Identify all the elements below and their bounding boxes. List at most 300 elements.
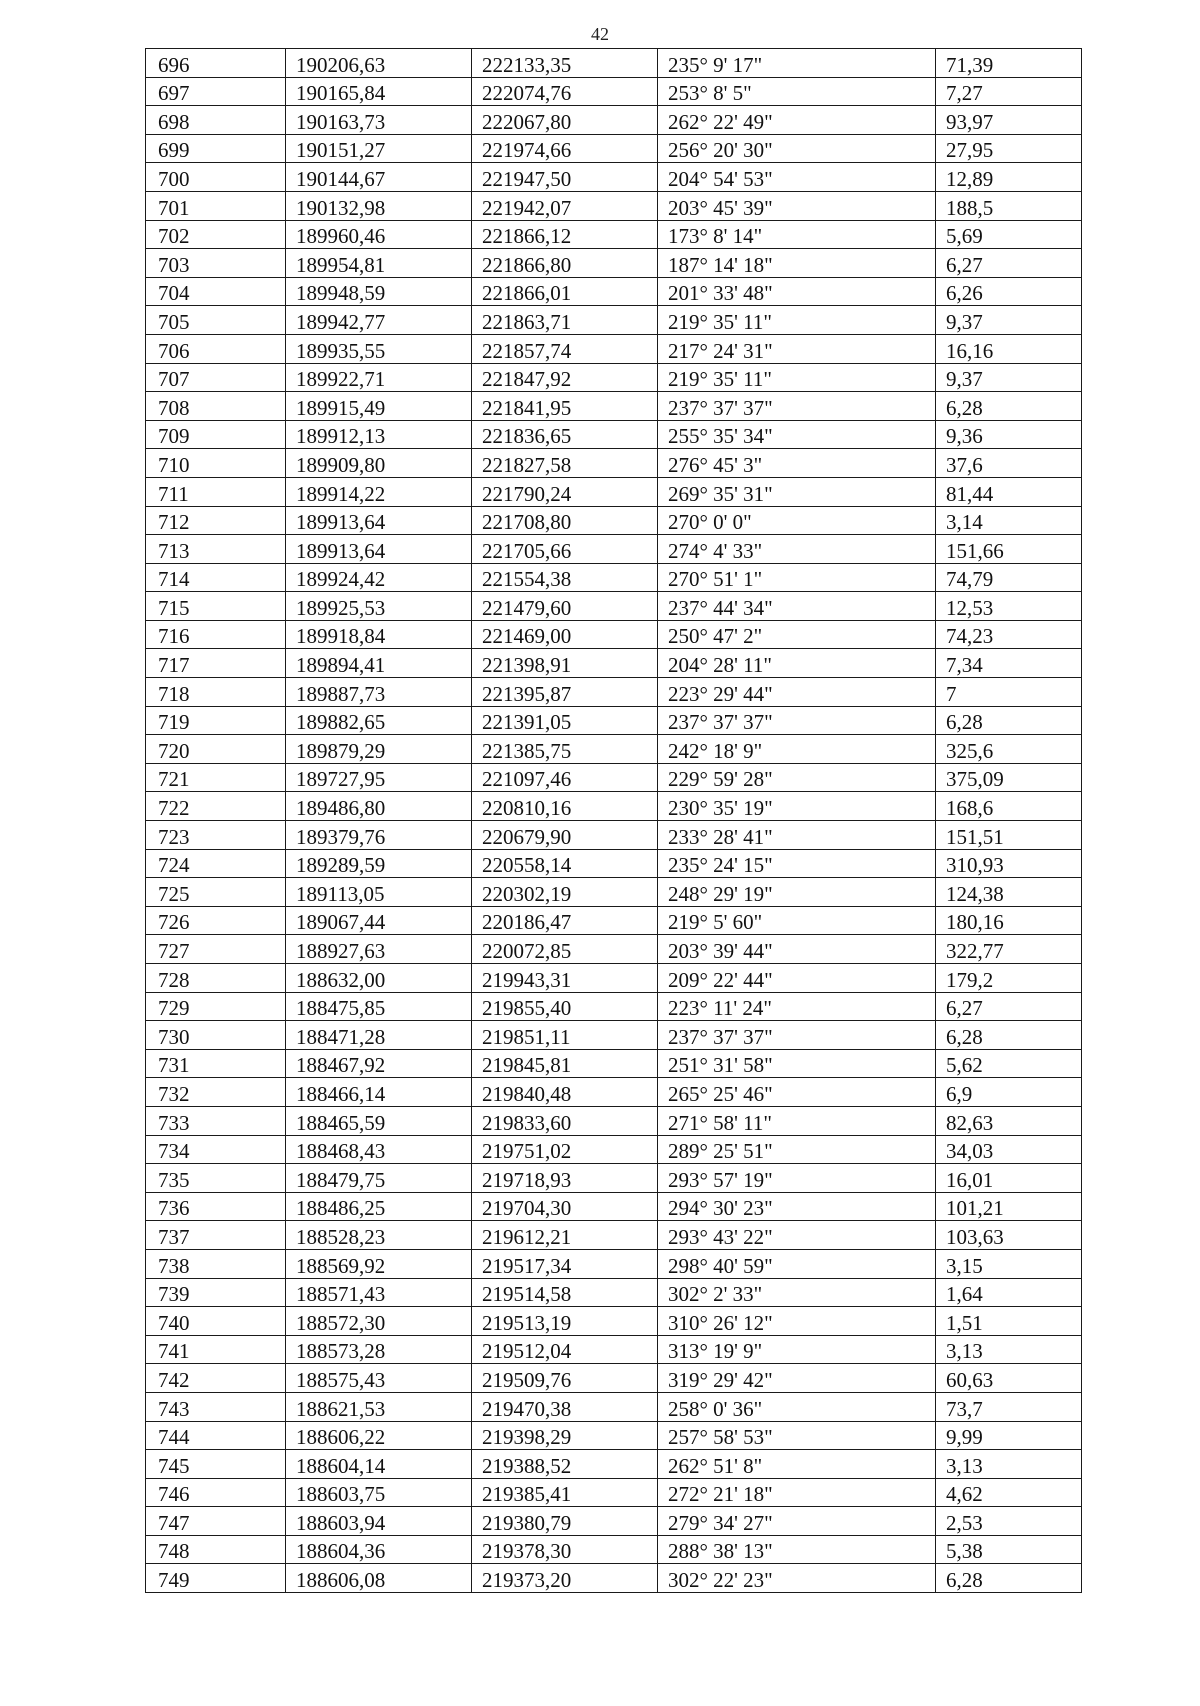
distance-cell: 151,66 xyxy=(936,535,1082,564)
point-number-cell: 734 xyxy=(146,1135,286,1164)
bearing-cell: 237° 44' 34" xyxy=(658,592,936,621)
bearing-cell: 270° 0' 0" xyxy=(658,506,936,535)
y-coordinate-cell: 219513,19 xyxy=(472,1307,658,1336)
x-coordinate-cell: 188603,75 xyxy=(286,1478,472,1507)
x-coordinate-cell: 188927,63 xyxy=(286,935,472,964)
point-number-cell: 706 xyxy=(146,334,286,363)
point-number-cell: 731 xyxy=(146,1049,286,1078)
point-number-cell: 701 xyxy=(146,191,286,220)
point-number-cell: 732 xyxy=(146,1078,286,1107)
point-number-cell: 714 xyxy=(146,563,286,592)
y-coordinate-cell: 220558,14 xyxy=(472,849,658,878)
y-coordinate-cell: 221554,38 xyxy=(472,563,658,592)
distance-cell: 3,13 xyxy=(936,1335,1082,1364)
table-row xyxy=(146,191,1082,220)
bearing-cell: 230° 35' 19" xyxy=(658,792,936,821)
bearing-cell: 270° 51' 1" xyxy=(658,563,936,592)
x-coordinate-cell: 189935,55 xyxy=(286,334,472,363)
bearing-cell: 272° 21' 18" xyxy=(658,1478,936,1507)
y-coordinate-cell: 220679,90 xyxy=(472,821,658,850)
table-row xyxy=(146,306,1082,335)
distance-cell: 179,2 xyxy=(936,964,1082,993)
table-row xyxy=(146,1564,1082,1593)
table-row xyxy=(146,1478,1082,1507)
x-coordinate-cell: 188486,25 xyxy=(286,1192,472,1221)
x-coordinate-cell: 189925,53 xyxy=(286,592,472,621)
point-number-cell: 723 xyxy=(146,821,286,850)
table-row xyxy=(146,1421,1082,1450)
y-coordinate-cell: 219470,38 xyxy=(472,1392,658,1421)
distance-cell: 6,27 xyxy=(936,992,1082,1021)
table-row xyxy=(146,1164,1082,1193)
bearing-cell: 204° 54' 53" xyxy=(658,163,936,192)
point-number-cell: 719 xyxy=(146,706,286,735)
y-coordinate-cell: 221841,95 xyxy=(472,392,658,421)
table-row xyxy=(146,849,1082,878)
point-number-cell: 726 xyxy=(146,906,286,935)
x-coordinate-cell: 188471,28 xyxy=(286,1021,472,1050)
y-coordinate-cell: 219718,93 xyxy=(472,1164,658,1193)
point-number-cell: 700 xyxy=(146,163,286,192)
point-number-cell: 703 xyxy=(146,249,286,278)
bearing-cell: 257° 58' 53" xyxy=(658,1421,936,1450)
y-coordinate-cell: 221705,66 xyxy=(472,535,658,564)
x-coordinate-cell: 189915,49 xyxy=(286,392,472,421)
distance-cell: 3,14 xyxy=(936,506,1082,535)
table-row xyxy=(146,220,1082,249)
x-coordinate-cell: 189486,80 xyxy=(286,792,472,821)
distance-cell: 12,53 xyxy=(936,592,1082,621)
y-coordinate-cell: 222074,76 xyxy=(472,77,658,106)
x-coordinate-cell: 188528,23 xyxy=(286,1221,472,1250)
y-coordinate-cell: 219840,48 xyxy=(472,1078,658,1107)
x-coordinate-cell: 190151,27 xyxy=(286,134,472,163)
table-row xyxy=(146,878,1082,907)
table-row xyxy=(146,1249,1082,1278)
bearing-cell: 276° 45' 3" xyxy=(658,449,936,478)
table-row xyxy=(146,706,1082,735)
point-number-cell: 704 xyxy=(146,277,286,306)
table-row xyxy=(146,1106,1082,1135)
x-coordinate-cell: 189913,64 xyxy=(286,506,472,535)
distance-cell: 73,7 xyxy=(936,1392,1082,1421)
coordinates-table-body xyxy=(146,49,1082,1593)
x-coordinate-cell: 189960,46 xyxy=(286,220,472,249)
point-number-cell: 743 xyxy=(146,1392,286,1421)
point-number-cell: 696 xyxy=(146,49,286,78)
table-row xyxy=(146,449,1082,478)
distance-cell: 37,6 xyxy=(936,449,1082,478)
distance-cell: 3,15 xyxy=(936,1249,1082,1278)
distance-cell: 101,21 xyxy=(936,1192,1082,1221)
bearing-cell: 223° 29' 44" xyxy=(658,678,936,707)
y-coordinate-cell: 219512,04 xyxy=(472,1335,658,1364)
bearing-cell: 248° 29' 19" xyxy=(658,878,936,907)
table-row xyxy=(146,334,1082,363)
table-row xyxy=(146,134,1082,163)
table-row xyxy=(146,592,1082,621)
table-row xyxy=(146,1192,1082,1221)
y-coordinate-cell: 221469,00 xyxy=(472,620,658,649)
table-row xyxy=(146,1049,1082,1078)
y-coordinate-cell: 221395,87 xyxy=(472,678,658,707)
distance-cell: 60,63 xyxy=(936,1364,1082,1393)
bearing-cell: 269° 35' 31" xyxy=(658,477,936,506)
bearing-cell: 279° 34' 27" xyxy=(658,1507,936,1536)
point-number-cell: 698 xyxy=(146,106,286,135)
y-coordinate-cell: 222067,80 xyxy=(472,106,658,135)
x-coordinate-cell: 190163,73 xyxy=(286,106,472,135)
bearing-cell: 302° 2' 33" xyxy=(658,1278,936,1307)
distance-cell: 34,03 xyxy=(936,1135,1082,1164)
y-coordinate-cell: 219833,60 xyxy=(472,1106,658,1135)
table-row xyxy=(146,992,1082,1021)
distance-cell: 7 xyxy=(936,678,1082,707)
bearing-cell: 262° 22' 49" xyxy=(658,106,936,135)
distance-cell: 6,27 xyxy=(936,249,1082,278)
y-coordinate-cell: 219380,79 xyxy=(472,1507,658,1536)
table-row xyxy=(146,49,1082,78)
y-coordinate-cell: 219378,30 xyxy=(472,1535,658,1564)
point-number-cell: 728 xyxy=(146,964,286,993)
distance-cell: 124,38 xyxy=(936,878,1082,907)
x-coordinate-cell: 188606,08 xyxy=(286,1564,472,1593)
bearing-cell: 187° 14' 18" xyxy=(658,249,936,278)
point-number-cell: 697 xyxy=(146,77,286,106)
point-number-cell: 721 xyxy=(146,763,286,792)
x-coordinate-cell: 189914,22 xyxy=(286,477,472,506)
x-coordinate-cell: 189887,73 xyxy=(286,678,472,707)
bearing-cell: 219° 35' 11" xyxy=(658,306,936,335)
table-row xyxy=(146,763,1082,792)
x-coordinate-cell: 188467,92 xyxy=(286,1049,472,1078)
x-coordinate-cell: 188604,36 xyxy=(286,1535,472,1564)
bearing-cell: 173° 8' 14" xyxy=(658,220,936,249)
table-row xyxy=(146,1364,1082,1393)
y-coordinate-cell: 221708,80 xyxy=(472,506,658,535)
x-coordinate-cell: 188465,59 xyxy=(286,1106,472,1135)
distance-cell: 6,26 xyxy=(936,277,1082,306)
x-coordinate-cell: 189913,64 xyxy=(286,535,472,564)
table-row xyxy=(146,1221,1082,1250)
bearing-cell: 219° 35' 11" xyxy=(658,363,936,392)
x-coordinate-cell: 189948,59 xyxy=(286,277,472,306)
y-coordinate-cell: 219509,76 xyxy=(472,1364,658,1393)
distance-cell: 27,95 xyxy=(936,134,1082,163)
x-coordinate-cell: 189727,95 xyxy=(286,763,472,792)
x-coordinate-cell: 190165,84 xyxy=(286,77,472,106)
x-coordinate-cell: 189922,71 xyxy=(286,363,472,392)
distance-cell: 4,62 xyxy=(936,1478,1082,1507)
point-number-cell: 739 xyxy=(146,1278,286,1307)
point-number-cell: 749 xyxy=(146,1564,286,1593)
point-number-cell: 702 xyxy=(146,220,286,249)
y-coordinate-cell: 221479,60 xyxy=(472,592,658,621)
x-coordinate-cell: 188572,30 xyxy=(286,1307,472,1336)
bearing-cell: 288° 38' 13" xyxy=(658,1535,936,1564)
table-row xyxy=(146,563,1082,592)
distance-cell: 74,23 xyxy=(936,620,1082,649)
distance-cell: 74,79 xyxy=(936,563,1082,592)
point-number-cell: 724 xyxy=(146,849,286,878)
distance-cell: 6,28 xyxy=(936,706,1082,735)
y-coordinate-cell: 221866,12 xyxy=(472,220,658,249)
coordinates-table xyxy=(145,48,1082,1593)
y-coordinate-cell: 220810,16 xyxy=(472,792,658,821)
table-row xyxy=(146,77,1082,106)
bearing-cell: 293° 43' 22" xyxy=(658,1221,936,1250)
y-coordinate-cell: 221827,58 xyxy=(472,449,658,478)
x-coordinate-cell: 188573,28 xyxy=(286,1335,472,1364)
y-coordinate-cell: 219514,58 xyxy=(472,1278,658,1307)
point-number-cell: 713 xyxy=(146,535,286,564)
x-coordinate-cell: 188575,43 xyxy=(286,1364,472,1393)
distance-cell: 1,51 xyxy=(936,1307,1082,1336)
point-number-cell: 735 xyxy=(146,1164,286,1193)
table-row xyxy=(146,277,1082,306)
table-row xyxy=(146,620,1082,649)
table-row xyxy=(146,1450,1082,1479)
table-row xyxy=(146,506,1082,535)
distance-cell: 5,62 xyxy=(936,1049,1082,1078)
y-coordinate-cell: 221097,46 xyxy=(472,763,658,792)
bearing-cell: 251° 31' 58" xyxy=(658,1049,936,1078)
point-number-cell: 708 xyxy=(146,392,286,421)
y-coordinate-cell: 221398,91 xyxy=(472,649,658,678)
bearing-cell: 203° 45' 39" xyxy=(658,191,936,220)
x-coordinate-cell: 190144,67 xyxy=(286,163,472,192)
distance-cell: 322,77 xyxy=(936,935,1082,964)
y-coordinate-cell: 219517,34 xyxy=(472,1249,658,1278)
y-coordinate-cell: 220186,47 xyxy=(472,906,658,935)
point-number-cell: 699 xyxy=(146,134,286,163)
y-coordinate-cell: 219398,29 xyxy=(472,1421,658,1450)
point-number-cell: 709 xyxy=(146,420,286,449)
table-row xyxy=(146,735,1082,764)
table-row xyxy=(146,392,1082,421)
point-number-cell: 718 xyxy=(146,678,286,707)
distance-cell: 2,53 xyxy=(936,1507,1082,1536)
bearing-cell: 223° 11' 24" xyxy=(658,992,936,1021)
bearing-cell: 235° 9' 17" xyxy=(658,49,936,78)
bearing-cell: 237° 37' 37" xyxy=(658,392,936,421)
distance-cell: 9,37 xyxy=(936,306,1082,335)
bearing-cell: 209° 22' 44" xyxy=(658,964,936,993)
bearing-cell: 255° 35' 34" xyxy=(658,420,936,449)
y-coordinate-cell: 221385,75 xyxy=(472,735,658,764)
table-row xyxy=(146,1307,1082,1336)
table-row xyxy=(146,363,1082,392)
point-number-cell: 745 xyxy=(146,1450,286,1479)
distance-cell: 325,6 xyxy=(936,735,1082,764)
x-coordinate-cell: 189909,80 xyxy=(286,449,472,478)
y-coordinate-cell: 221857,74 xyxy=(472,334,658,363)
distance-cell: 82,63 xyxy=(936,1106,1082,1135)
y-coordinate-cell: 221866,01 xyxy=(472,277,658,306)
table-row xyxy=(146,649,1082,678)
bearing-cell: 274° 4' 33" xyxy=(658,535,936,564)
distance-cell: 151,51 xyxy=(936,821,1082,850)
table-row xyxy=(146,1507,1082,1536)
table-row xyxy=(146,535,1082,564)
table-row xyxy=(146,964,1082,993)
table-row xyxy=(146,1535,1082,1564)
point-number-cell: 746 xyxy=(146,1478,286,1507)
table-row xyxy=(146,906,1082,935)
x-coordinate-cell: 189894,41 xyxy=(286,649,472,678)
bearing-cell: 203° 39' 44" xyxy=(658,935,936,964)
x-coordinate-cell: 189879,29 xyxy=(286,735,472,764)
bearing-cell: 204° 28' 11" xyxy=(658,649,936,678)
point-number-cell: 710 xyxy=(146,449,286,478)
x-coordinate-cell: 188479,75 xyxy=(286,1164,472,1193)
bearing-cell: 271° 58' 11" xyxy=(658,1106,936,1135)
bearing-cell: 219° 5' 60" xyxy=(658,906,936,935)
x-coordinate-cell: 188604,14 xyxy=(286,1450,472,1479)
point-number-cell: 712 xyxy=(146,506,286,535)
x-coordinate-cell: 188606,22 xyxy=(286,1421,472,1450)
distance-cell: 5,69 xyxy=(936,220,1082,249)
x-coordinate-cell: 189954,81 xyxy=(286,249,472,278)
bearing-cell: 265° 25' 46" xyxy=(658,1078,936,1107)
table-row xyxy=(146,1078,1082,1107)
y-coordinate-cell: 219751,02 xyxy=(472,1135,658,1164)
distance-cell: 6,28 xyxy=(936,1021,1082,1050)
bearing-cell: 237° 37' 37" xyxy=(658,1021,936,1050)
point-number-cell: 727 xyxy=(146,935,286,964)
bearing-cell: 319° 29' 42" xyxy=(658,1364,936,1393)
distance-cell: 6,28 xyxy=(936,1564,1082,1593)
distance-cell: 7,27 xyxy=(936,77,1082,106)
x-coordinate-cell: 189942,77 xyxy=(286,306,472,335)
y-coordinate-cell: 221391,05 xyxy=(472,706,658,735)
point-number-cell: 730 xyxy=(146,1021,286,1050)
distance-cell: 9,37 xyxy=(936,363,1082,392)
distance-cell: 310,93 xyxy=(936,849,1082,878)
table-row xyxy=(146,249,1082,278)
y-coordinate-cell: 219388,52 xyxy=(472,1450,658,1479)
table-row xyxy=(146,1335,1082,1364)
distance-cell: 9,99 xyxy=(936,1421,1082,1450)
point-number-cell: 725 xyxy=(146,878,286,907)
distance-cell: 168,6 xyxy=(936,792,1082,821)
table-row xyxy=(146,935,1082,964)
distance-cell: 93,97 xyxy=(936,106,1082,135)
table-row xyxy=(146,477,1082,506)
point-number-cell: 705 xyxy=(146,306,286,335)
table-row xyxy=(146,1392,1082,1421)
table-row xyxy=(146,1278,1082,1307)
point-number-cell: 711 xyxy=(146,477,286,506)
bearing-cell: 258° 0' 36" xyxy=(658,1392,936,1421)
bearing-cell: 217° 24' 31" xyxy=(658,334,936,363)
y-coordinate-cell: 221863,71 xyxy=(472,306,658,335)
y-coordinate-cell: 221866,80 xyxy=(472,249,658,278)
bearing-cell: 229° 59' 28" xyxy=(658,763,936,792)
y-coordinate-cell: 219704,30 xyxy=(472,1192,658,1221)
distance-cell: 6,28 xyxy=(936,392,1082,421)
bearing-cell: 302° 22' 23" xyxy=(658,1564,936,1593)
bearing-cell: 253° 8' 5" xyxy=(658,77,936,106)
point-number-cell: 717 xyxy=(146,649,286,678)
bearing-cell: 250° 47' 2" xyxy=(658,620,936,649)
y-coordinate-cell: 221836,65 xyxy=(472,420,658,449)
y-coordinate-cell: 219385,41 xyxy=(472,1478,658,1507)
x-coordinate-cell: 189912,13 xyxy=(286,420,472,449)
point-number-cell: 737 xyxy=(146,1221,286,1250)
table-row xyxy=(146,792,1082,821)
point-number-cell: 748 xyxy=(146,1535,286,1564)
distance-cell: 16,01 xyxy=(936,1164,1082,1193)
table-row xyxy=(146,420,1082,449)
y-coordinate-cell: 219943,31 xyxy=(472,964,658,993)
point-number-cell: 729 xyxy=(146,992,286,1021)
bearing-cell: 293° 57' 19" xyxy=(658,1164,936,1193)
point-number-cell: 738 xyxy=(146,1249,286,1278)
table-row xyxy=(146,163,1082,192)
x-coordinate-cell: 188569,92 xyxy=(286,1249,472,1278)
bearing-cell: 201° 33' 48" xyxy=(658,277,936,306)
x-coordinate-cell: 189113,05 xyxy=(286,878,472,907)
x-coordinate-cell: 189067,44 xyxy=(286,906,472,935)
bearing-cell: 256° 20' 30" xyxy=(658,134,936,163)
y-coordinate-cell: 220072,85 xyxy=(472,935,658,964)
y-coordinate-cell: 221790,24 xyxy=(472,477,658,506)
bearing-cell: 262° 51' 8" xyxy=(658,1450,936,1479)
distance-cell: 188,5 xyxy=(936,191,1082,220)
point-number-cell: 733 xyxy=(146,1106,286,1135)
distance-cell: 6,9 xyxy=(936,1078,1082,1107)
point-number-cell: 741 xyxy=(146,1335,286,1364)
table-row xyxy=(146,1135,1082,1164)
y-coordinate-cell: 219373,20 xyxy=(472,1564,658,1593)
x-coordinate-cell: 188468,43 xyxy=(286,1135,472,1164)
x-coordinate-cell: 189918,84 xyxy=(286,620,472,649)
y-coordinate-cell: 219851,11 xyxy=(472,1021,658,1050)
bearing-cell: 310° 26' 12" xyxy=(658,1307,936,1336)
point-number-cell: 707 xyxy=(146,363,286,392)
table-row xyxy=(146,106,1082,135)
x-coordinate-cell: 188632,00 xyxy=(286,964,472,993)
x-coordinate-cell: 189924,42 xyxy=(286,563,472,592)
x-coordinate-cell: 189379,76 xyxy=(286,821,472,850)
y-coordinate-cell: 220302,19 xyxy=(472,878,658,907)
x-coordinate-cell: 188475,85 xyxy=(286,992,472,1021)
bearing-cell: 289° 25' 51" xyxy=(658,1135,936,1164)
distance-cell: 7,34 xyxy=(936,649,1082,678)
distance-cell: 71,39 xyxy=(936,49,1082,78)
y-coordinate-cell: 221947,50 xyxy=(472,163,658,192)
bearing-cell: 242° 18' 9" xyxy=(658,735,936,764)
distance-cell: 180,16 xyxy=(936,906,1082,935)
point-number-cell: 747 xyxy=(146,1507,286,1536)
distance-cell: 81,44 xyxy=(936,477,1082,506)
x-coordinate-cell: 188621,53 xyxy=(286,1392,472,1421)
distance-cell: 16,16 xyxy=(936,334,1082,363)
y-coordinate-cell: 219855,40 xyxy=(472,992,658,1021)
x-coordinate-cell: 188603,94 xyxy=(286,1507,472,1536)
y-coordinate-cell: 221942,07 xyxy=(472,191,658,220)
distance-cell: 12,89 xyxy=(936,163,1082,192)
point-number-cell: 736 xyxy=(146,1192,286,1221)
bearing-cell: 298° 40' 59" xyxy=(658,1249,936,1278)
x-coordinate-cell: 189882,65 xyxy=(286,706,472,735)
distance-cell: 375,09 xyxy=(936,763,1082,792)
x-coordinate-cell: 190206,63 xyxy=(286,49,472,78)
distance-cell: 103,63 xyxy=(936,1221,1082,1250)
distance-cell: 5,38 xyxy=(936,1535,1082,1564)
page-number: 42 xyxy=(591,24,609,44)
